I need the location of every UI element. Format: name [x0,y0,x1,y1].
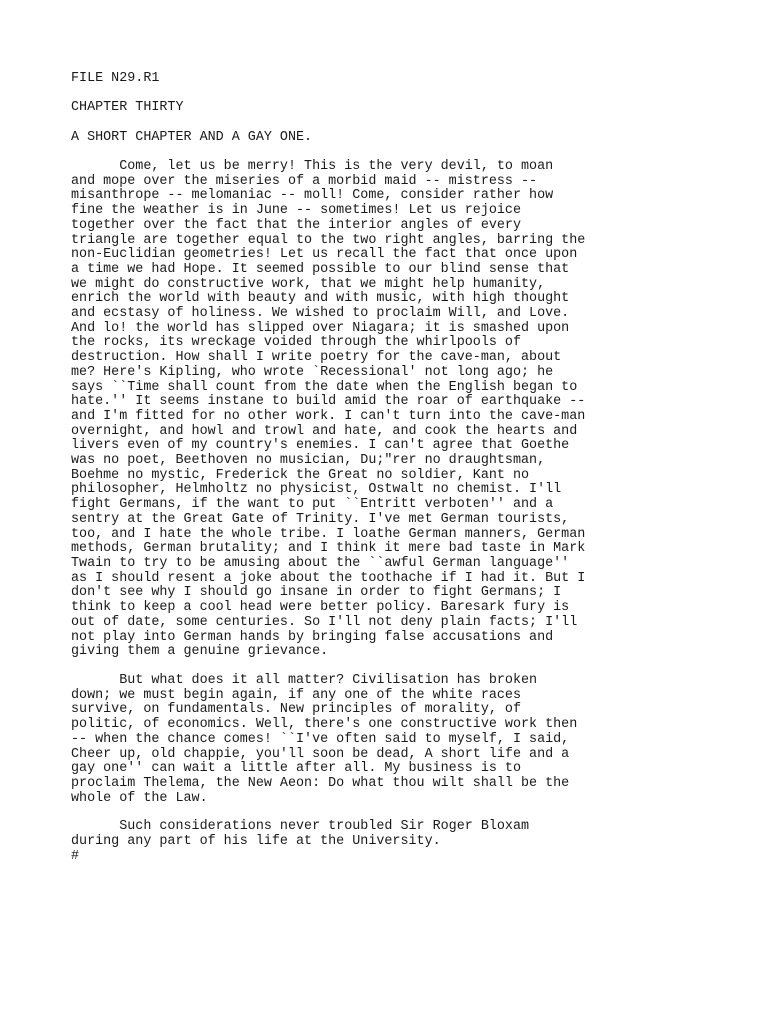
paragraph-2: But what does it all matter? Civilisation has broken down; we must begin again, if any one of the white races survive, on fundamentals. New principles of morality, of politic, of economics. Well, there's one constructive work then -- when the chance comes! ``I've often said to myself, I said, Cheer up, old chappie, you'll soon be dead, A short life and a gay one'' can wait a little after all. My business is to proclaim Thelema, the New Aeon: Do what thou wilt shall be the whole of the Law. [71,673,578,806]
chapter-heading: CHAPTER THIRTY [71,100,184,115]
end-marker: # [71,849,80,864]
paragraph-1: Come, let us be merry! This is the very devil, to moan and mope over the miseries of a morbid maid -- mistress -- misanthrope -- melomaniac -- moll! Come, consider rather how fine the weather is in June -- sometimes! Let us rejoice together over the fact that the interior angles of every triangle are together equal to the two right angles, barring the non-Euclidian geometries! Let us recall the fact that once upon a time we had Hope. It seemed possible to our blind sense that we might do constructive work, that we might help humanity, enrich the world with beauty and with music, with high thought and ecstasy of holiness. We wished to proclaim Will, and Love. And lo! the world has slipped over Niagara; it is smashed upon the rocks, its wreckage voided through the whirlpools of destruction. How shall I write poetry for the cave-man, about me? Here's Kipling, who wrote `Recessional' not long ago; he says ``Time shall count from the date when the English began to hate.'' It seems instane to build amid the roar of earthquake -- and I'm fitted for no other work. I can't turn into the cave-man overnight, and howl and trowl and hate, and cook the hearts and livers even of my country's enemies. I can't agree that Goethe was no poet, Beethoven no musician, Du;"rer no draughtsman, Boehme no mystic, Frederick the Great no soldier, Kant no philosopher, Helmholtz no physicist, Ostwalt no chemist. I'll fight Germans, if the want to put ``Entritt verboten'' and a sentry at the Great Gate of Trinity. I've met German tourists, too, and I hate the whole tribe. I loathe German manners, German methods, German brutality; and I think it mere bad taste in Mark Twain to try to be amusing about the ``awful German language'' as I should resent a joke about the toothache if I had it. But I don't see why I should go insane in order to fight Germans; I think to keep a cool head were better policy. Baresark fury is out of date, some centuries. So I'll not deny plain facts; I'll not play into German hands by bringing false accusations and giving them a genuine grievance. [71,159,586,660]
file-label: FILE N29.R1 [71,71,160,86]
chapter-title: A SHORT CHAPTER AND A GAY ONE. [71,130,313,145]
paragraph-3: Such considerations never troubled Sir Roger Bloxam during any part of his life at the University. [71,819,530,849]
